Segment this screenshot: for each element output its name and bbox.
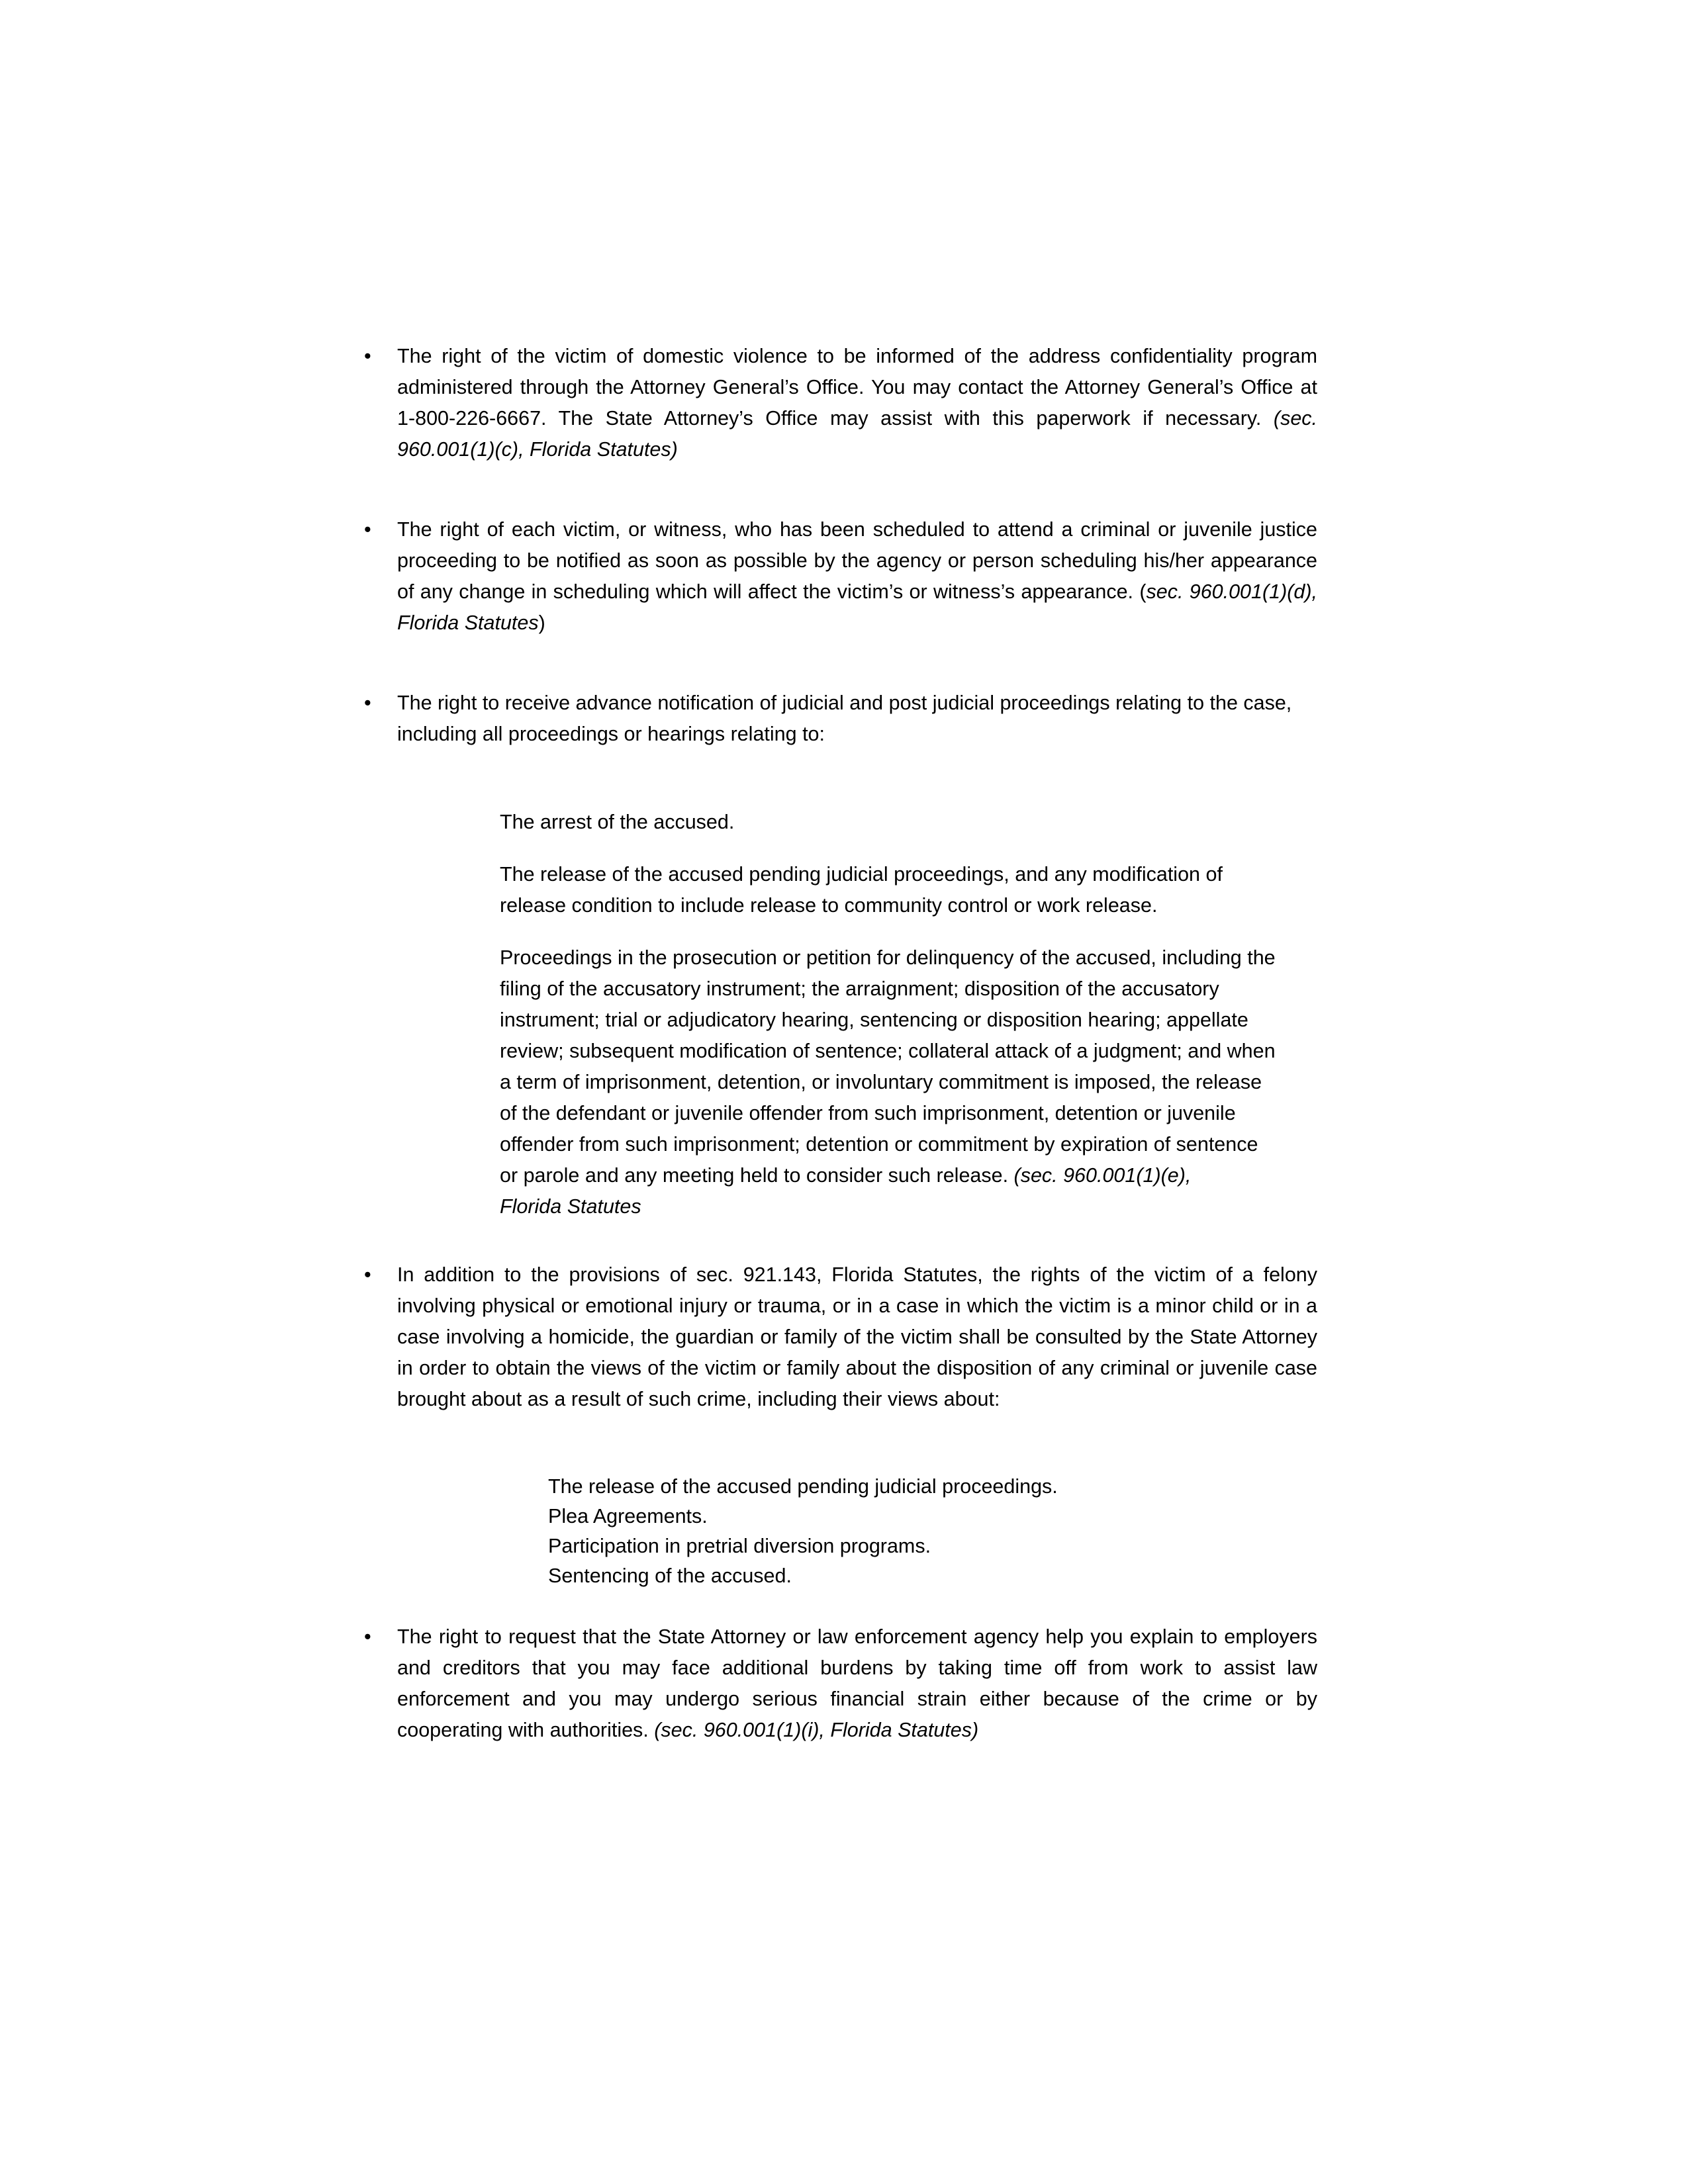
list-item-text	[397, 688, 1317, 750]
list-item-text	[397, 1621, 1317, 1746]
statute-citation-suffix: )	[538, 612, 545, 634]
paragraph-spacer	[364, 1441, 1317, 1472]
paragraph-spacer	[364, 665, 1317, 688]
paragraph-spacer	[364, 776, 1317, 807]
victim-views-item: The release of the accused pending judicial proceedings.	[548, 1475, 1058, 1498]
list-item-text	[397, 1259, 1317, 1415]
bullet-body: The right of the victim of domestic violence to be informed of the address confidentiality program administered through the Attorney General’s Office. You may contact the Attorney General’s Office at 1-800-226-6667. The State Attorney’s Office may assist with this paperwork if necessary.	[397, 345, 1317, 430]
proceeding-subparagraph-list	[500, 807, 1281, 1222]
paragraph-spacer	[364, 1222, 1317, 1259]
bullet-marker-icon: •	[364, 1263, 371, 1286]
victim-views-list	[548, 1472, 1283, 1591]
victim-views-item: Participation in pretrial diversion programs.	[548, 1535, 931, 1557]
list-item	[364, 1259, 1317, 1415]
victim-views-item: Plea Agreements.	[548, 1505, 708, 1527]
statute-citation: (sec. 960.001(1)(c), Florida Statutes)	[397, 407, 1317, 461]
list-item-text	[397, 341, 1317, 465]
paragraph-spacer	[364, 1591, 1317, 1621]
bullet-marker-icon: •	[364, 345, 371, 367]
document-content	[364, 341, 1317, 1772]
paragraph-spacer	[364, 492, 1317, 514]
statute-citation: (sec. 960.001(1)(i), Florida Statutes)	[654, 1719, 979, 1741]
bullet-body: In addition to the provisions of sec. 921.143, Florida Statutes, the rights of the victim of a felony involving physical or emotional injury or trauma, or in a case in which the victim is a minor child or in a case involving a homicide, the guardian or family of the victim shall be consulted by the State Attorney in order to obtain the views of the victim or family about the disposition of any criminal or juvenile case brought about as a result of such crime, including their views about:	[397, 1263, 1317, 1410]
bullet-body: The right of each victim, or witness, who has been scheduled to attend a criminal or juvenile justice proceeding to be notified as soon as possible by the agency or person scheduling his/her appearance of any change in scheduling which will affect the victim’s or witness’s appearance. (	[397, 518, 1317, 603]
list-item	[364, 341, 1317, 465]
statute-citation: (sec. 960.001(1)(e),	[1013, 1164, 1192, 1187]
proceeding-subparagraph	[500, 942, 1281, 1222]
bullet-body: The right to request that the State Attorney or law enforcement agency help you explain to employers and creditors that you may face additional burdens by taking time off from work to assist law enforcement and you may undergo serious financial strain either because of the crime or by cooperating with authorities.	[397, 1625, 1317, 1741]
list-item	[364, 514, 1317, 639]
subparagraph-text: The release of the accused pending judicial proceedings, and any modification of release condition to include release to community control or work release.	[500, 863, 1223, 917]
list-item	[364, 688, 1317, 750]
statute-citation-line2: Florida Statutes	[500, 1195, 641, 1218]
bullet-body: The right to receive advance notification of judicial and post judicial proceedings relating to the case, including all proceedings or hearings relating to:	[397, 692, 1292, 745]
statute-citation: sec. 960.001(1)(d), Florida Statutes	[397, 580, 1318, 634]
victim-views-item: Sentencing of the accused.	[548, 1565, 792, 1587]
subparagraph-text: Proceedings in the prosecution or petition for delinquency of the accused, including the filing of the accusatory instrument; the arraignment; disposition of the accusatory instrument; trial or adjudicatory hearing, sentencing or disposition hearing; appellate review; subsequent modification of sentence; collateral attack of a judgment; and when a term of imprisonment, detention, or involuntary commitment is imposed, the release of the defendant or juvenile offender from such imprisonment, detention or juvenile offender from such imprisonment; detention or commitment by expiration of sentence or parole and any meeting held to consider such release.	[500, 946, 1276, 1187]
bullet-marker-icon: •	[364, 692, 371, 714]
proceeding-subparagraph	[500, 859, 1281, 921]
bullet-marker-icon: •	[364, 1625, 371, 1648]
bullet-marker-icon: •	[364, 518, 371, 541]
proceeding-subparagraph	[500, 807, 1281, 838]
list-item	[364, 1621, 1317, 1746]
subparagraph-text: The arrest of the accused.	[500, 811, 735, 833]
list-item-text	[397, 514, 1317, 639]
